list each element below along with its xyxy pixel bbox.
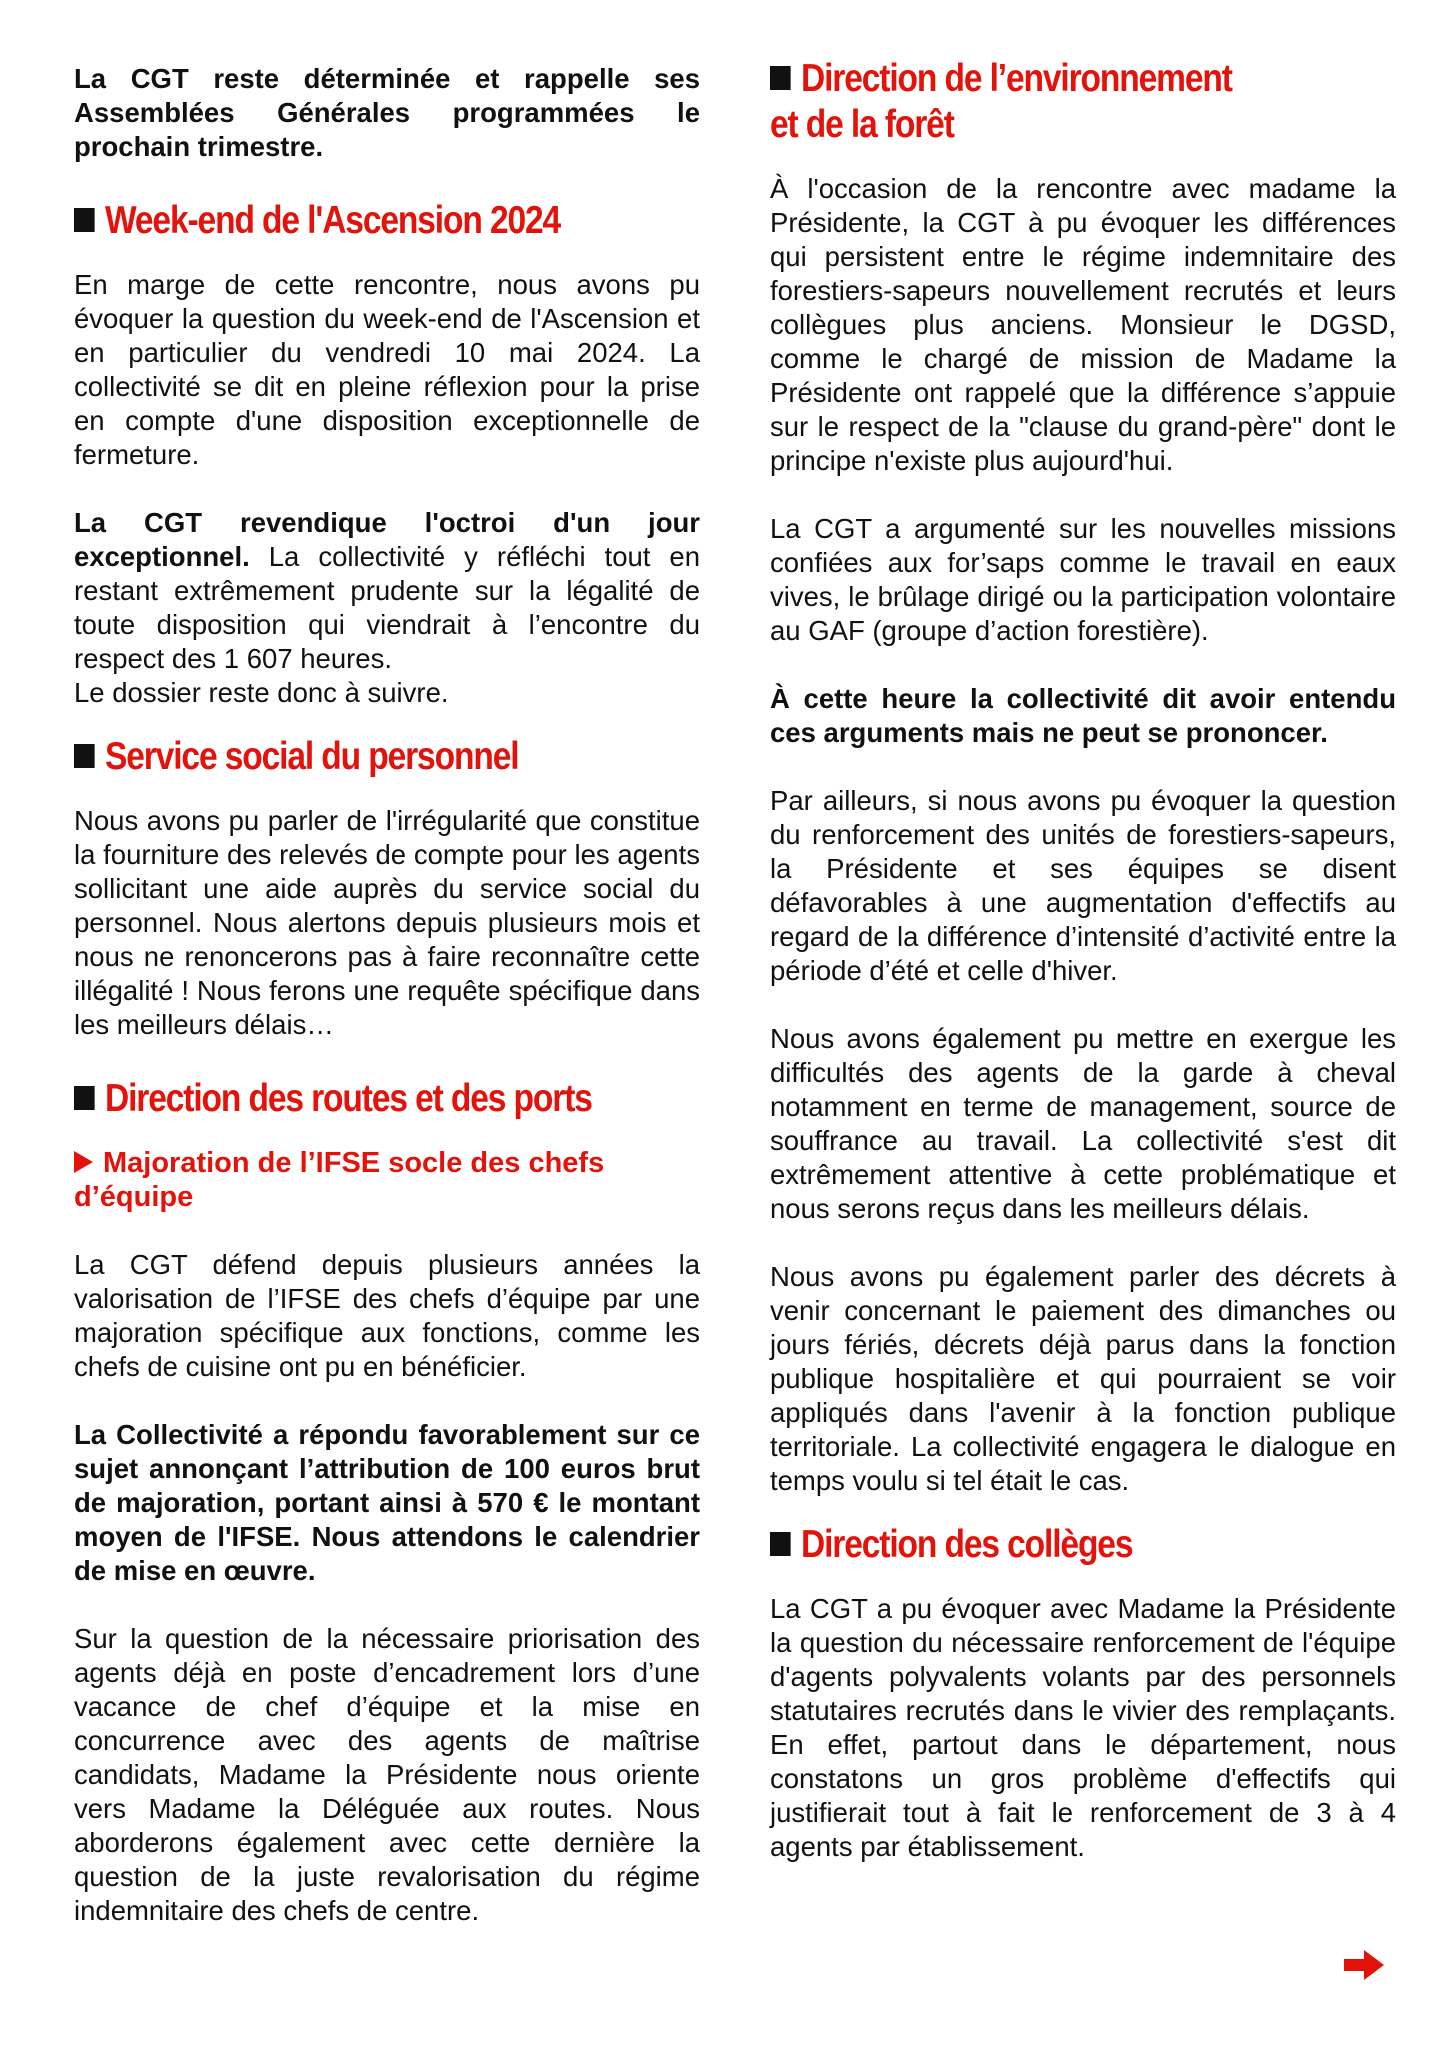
section-title-routes: Direction des routes et des ports	[74, 1076, 612, 1122]
red-triangle-icon	[74, 1151, 93, 1173]
left-column	[74, 62, 700, 1928]
environnement-paragraph-1: À l'occasion de la rencontre avec madame la Présidente, la CGT à pu évoquer les différences qui persistent entre le régime indemnitaire des forestiers-sapeurs nouvellement recrutés et leurs collègues plus anciens. Monsieur le DGSD, comme le chargé de mission de Madame la Présidente ont rappelé que la différence s’appuie sur le respect de la "clause du grand-père" dont le principe n'existe plus aujourd'hui.	[770, 173, 1396, 476]
social-paragraph-1: Nous avons pu parler de l'irrégularité que constitue la fourniture des relevés de compte pour les agents sollicitant une aide auprès du service social du personnel. Nous alertons depuis plusieurs mois et nous ne renoncerons pas à faire reconnaître cette illégalité ! Nous ferons une requête spécifique dans les meilleurs délais…	[74, 805, 700, 1040]
environnement-paragraph-6: Nous avons pu également parler des décrets à venir concernant le paiement des dimanches ou jours fériés, décrets déjà parus dans la fonction publique hospitalière et qui pourraient se voir appliqués dans l'avenir à la fonction publique territoriale. La collectivité engagera le dialogue en temps voulu si tel était le cas.	[770, 1261, 1396, 1496]
red-arrow-right-icon[interactable]	[1344, 1950, 1384, 1980]
section-title-environnement: Direction de l’environnement et de la forêt	[770, 57, 1232, 146]
colleges-paragraph-1: La CGT a pu évoquer avec Madame la Présidente la question du nécessaire renforcement de l'équipe d'agents polyvalents volants par des personnels statutaires recrutés dans le vivier des remplaçants. En effet, partout dans le département, nous constatons un gros problème d'effectifs qui justifierait tout à fait le renforcement de 3 à 4 agents par établissement.	[770, 1593, 1396, 1862]
routes-paragraph-2: La Collectivité a répondu favorablement sur ce sujet annonçant l’attribution de 100 euros brut de majoration, portant ainsi à 570 € le montant moyen de l'IFSE. Nous attendons le calendrier de mise en œuvre.	[74, 1419, 700, 1586]
black-square-icon	[770, 1532, 791, 1556]
black-square-icon	[74, 208, 95, 232]
section-title-ascension: Week-end de l'Ascension 2024	[74, 198, 612, 244]
ascension-paragraph-1: En marge de cette rencontre, nous avons pu évoquer la question du week-end de l'Ascension et en particulier du vendredi 10 mai 2024. La collectivité se dit en pleine réflexion pour la prise en compte d'une disposition exceptionnelle de fermeture.	[74, 269, 700, 470]
section-title-social: Service social du personnel	[74, 734, 612, 780]
routes-paragraph-1: La CGT défend depuis plusieurs années la valorisation de l’IFSE des chefs d’équipe par une majoration spécifique aux fonctions, comme les chefs de cuisine ont pu en bénéficier.	[74, 1249, 700, 1382]
environnement-paragraph-4: Par ailleurs, si nous avons pu évoquer la question du renforcement des unités de forestiers-sapeurs, la Présidente et ses équipes se disent défavorables à une augmentation d'effectifs au regard de la différence d’intensité d’activité entre la période d’été et celle d'hiver.	[770, 785, 1396, 986]
subsection-title-ifse: Majoration de l’IFSE socle des chefs d’équipe	[74, 1147, 605, 1213]
routes-paragraph-3: Sur la question de la nécessaire priorisation des agents déjà en poste d’encadrement lors d’une vacance de chef d’équipe et la mise en concurrence avec des agents de maîtrise candidats, Madame la Présidente nous oriente vers Madame la Déléguée aux routes. Nous aborderons également avec cette dernière la question de la juste revalorisation du régime indemnitaire des chefs de centre.	[74, 1623, 700, 1926]
environnement-paragraph-3: À cette heure la collectivité dit avoir entendu ces arguments mais ne peut se prononcer.	[770, 683, 1396, 748]
black-square-icon	[74, 744, 95, 768]
environnement-paragraph-2: La CGT a argumenté sur les nouvelles missions confiées aux for’saps comme le travail en eaux vives, le brûlage dirigé ou la participation volontaire au GAF (groupe d’action forestière).	[770, 513, 1396, 646]
right-column	[770, 57, 1396, 1864]
section-title-colleges: Direction des collèges	[770, 1522, 1308, 1568]
black-square-icon	[74, 1086, 95, 1110]
environnement-paragraph-5: Nous avons également pu mettre en exergue les difficultés des agents de la garde à cheval notamment en terme de management, source de souffrance au travail. La collectivité s'est dit extrêmement attentive à cette problématique et nous serons reçus dans les meilleurs délais.	[770, 1023, 1396, 1224]
black-square-icon	[770, 66, 791, 90]
ascension-paragraph-2: La CGT revendique l'octroi d'un jour exceptionnel. La collectivité y réfléchi tout en restant extrêmement prudente sur la légalité de toute disposition qui viendrait à l’encontre du respect des 1 607 heures.	[74, 507, 700, 674]
intro-paragraph: La CGT reste déterminée et rappelle ses Assemblées Générales programmées le prochain trimestre.	[74, 63, 700, 162]
ascension-paragraph-3: Le dossier reste donc à suivre.	[74, 677, 449, 708]
